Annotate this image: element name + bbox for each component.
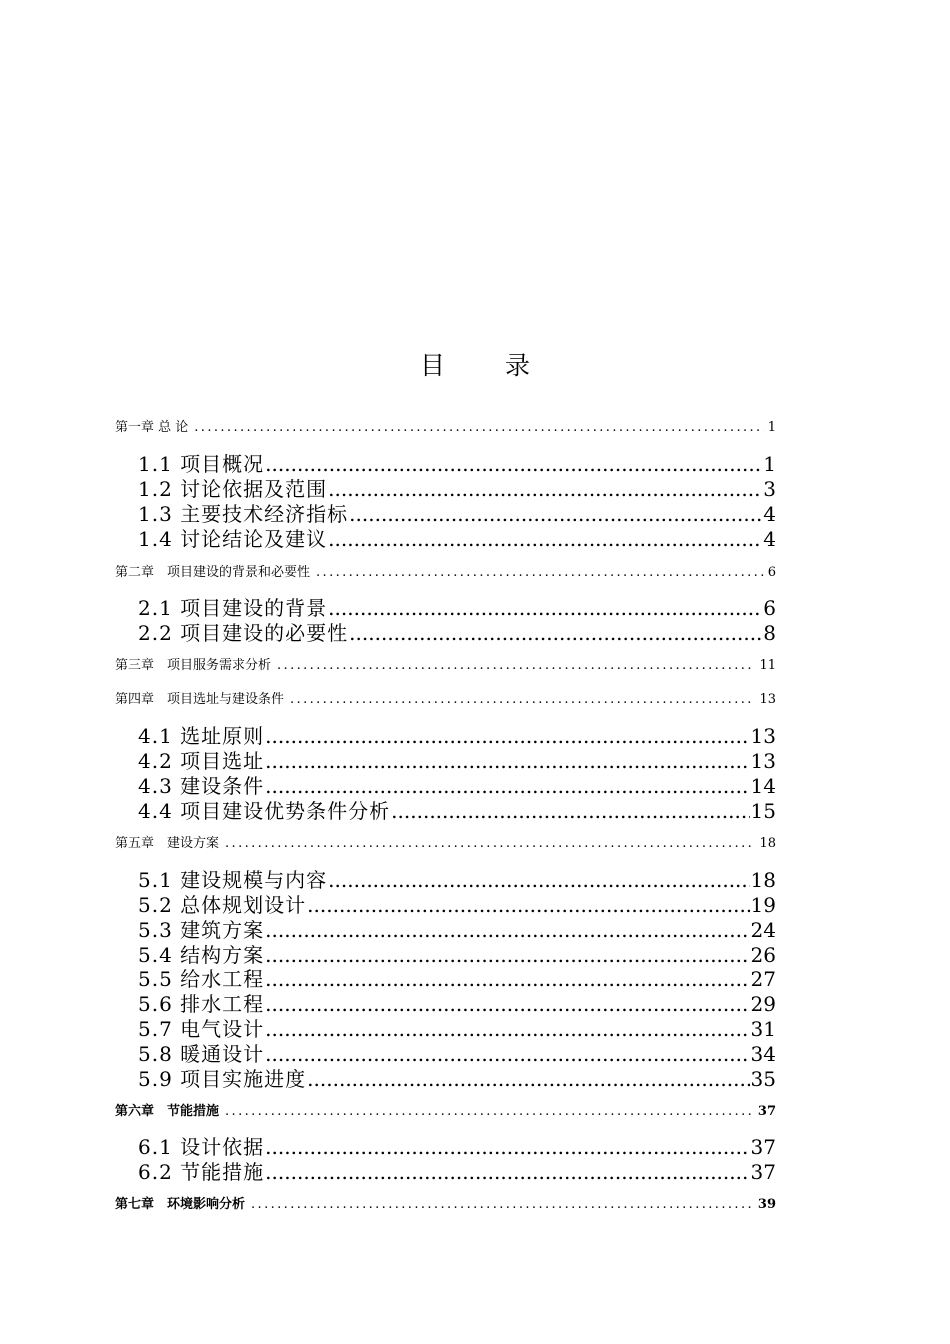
toc-page-number: 26: [750, 943, 776, 967]
toc-chapter-6[interactable]: [115, 1100, 776, 1119]
toc-title: 目 录: [420, 351, 556, 380]
toc-page-number: 37: [750, 1135, 776, 1159]
toc-entry-label: 5.3 建筑方案: [138, 918, 265, 942]
toc-page-number: 11: [759, 658, 776, 673]
toc-dot-leader: [328, 527, 762, 551]
toc-page-number: 35: [750, 1067, 776, 1091]
toc-page-number: 1: [763, 452, 776, 476]
toc-section-2-2[interactable]: [138, 617, 776, 646]
toc-page-number: 18: [759, 836, 776, 851]
toc-entry-label: 第六章 节能措施: [115, 1104, 220, 1119]
toc-chapter-7[interactable]: [115, 1193, 776, 1212]
toc-page-number: 8: [763, 621, 776, 645]
toc-entry-label: 第四章 项目选址与建设条件: [115, 692, 285, 707]
toc-page-number: 13: [759, 692, 776, 707]
toc-section-4-4[interactable]: [138, 795, 776, 824]
toc-entry-label: 5.5 给水工程: [138, 967, 265, 991]
toc-page-number: 37: [757, 1104, 776, 1119]
toc-entry-label: 1.4 讨论结论及建议: [138, 527, 328, 551]
toc-entry-label: 5.2 总体规划设计: [138, 893, 307, 917]
toc-dot-leader: [194, 420, 763, 435]
toc-entry-label: 第一章 总 论: [115, 420, 189, 435]
toc-chapter-5[interactable]: [115, 832, 776, 851]
toc-page-number: 13: [750, 724, 776, 748]
toc-page-number: 1: [767, 420, 776, 435]
toc-chapter-1[interactable]: [115, 416, 776, 435]
toc-page-number: 15: [750, 799, 776, 823]
toc-entry-label: 第三章 项目服务需求分析: [115, 658, 272, 673]
toc-page-number: 18: [750, 868, 776, 892]
toc-page-number: 31: [750, 1017, 776, 1041]
toc-entry-label: 4.3 建设条件: [138, 774, 265, 798]
toc-entry-label: 1.1 项目概况: [138, 452, 265, 476]
toc-entry-label: 5.6 排水工程: [138, 992, 265, 1016]
toc-page-number: 34: [750, 1042, 776, 1066]
toc-page-number: 19: [750, 893, 776, 917]
toc-dot-leader: [307, 1067, 749, 1091]
toc-dot-leader: [316, 565, 764, 580]
toc-entry-label: 4.2 项目选址: [138, 749, 265, 773]
toc-section-6-2[interactable]: [138, 1156, 776, 1185]
toc-dot-leader: [391, 799, 749, 823]
toc-page-number: 13: [750, 749, 776, 773]
toc-entry-label: 4.1 选址原则: [138, 724, 265, 748]
toc-page-number: 24: [750, 918, 776, 942]
toc-page-number: 37: [750, 1160, 776, 1184]
toc-page-number: 4: [763, 502, 776, 526]
toc-page-number: 14: [750, 774, 776, 798]
toc-dot-leader: [225, 1104, 754, 1119]
toc-dot-leader: [265, 1160, 749, 1184]
toc-chapter-2[interactable]: [115, 561, 776, 580]
toc-entry-label: 第七章 环境影响分析: [115, 1197, 246, 1212]
toc-entry-label: 1.2 讨论依据及范围: [138, 477, 328, 501]
toc-entry-label: 2.1 项目建设的背景: [138, 596, 328, 620]
toc-entry-label: 6.1 设计依据: [138, 1135, 265, 1159]
toc-entry-label: 5.7 电气设计: [138, 1017, 265, 1041]
toc-entry-label: 第二章 项目建设的背景和必要性: [115, 565, 311, 580]
toc-entry-label: 1.3 主要技术经济指标: [138, 502, 349, 526]
toc-entry-label: 2.2 项目建设的必要性: [138, 621, 349, 645]
toc-dot-leader: [349, 621, 762, 645]
toc-entry-label: 5.4 结构方案: [138, 943, 265, 967]
toc-entry-label: 第五章 建设方案: [115, 836, 220, 851]
toc-dot-leader: [290, 692, 755, 707]
toc-entry-label: 5.9 项目实施进度: [138, 1067, 307, 1091]
toc-chapter-3[interactable]: [115, 654, 776, 673]
toc-dot-leader: [251, 1197, 754, 1212]
toc-page-number: 6: [767, 565, 776, 580]
toc-entry-label: 6.2 节能措施: [138, 1160, 265, 1184]
toc-page-number: 27: [750, 967, 776, 991]
toc-page-number: 4: [763, 527, 776, 551]
toc-page-number: 39: [757, 1197, 776, 1212]
toc-section-5-9[interactable]: [138, 1063, 776, 1092]
toc-chapter-4[interactable]: [115, 688, 776, 707]
toc-dot-leader: [277, 658, 755, 673]
toc-page-number: 6: [763, 596, 776, 620]
toc-dot-leader: [225, 836, 755, 851]
toc-entry-label: 4.4 项目建设优势条件分析: [138, 799, 391, 823]
toc-entry-label: 5.1 建设规模与内容: [138, 868, 328, 892]
toc-entry-label: 5.8 暖通设计: [138, 1042, 265, 1066]
toc-page-number: 3: [763, 477, 776, 501]
toc-section-1-4[interactable]: [138, 523, 776, 552]
toc-page-number: 29: [750, 992, 776, 1016]
